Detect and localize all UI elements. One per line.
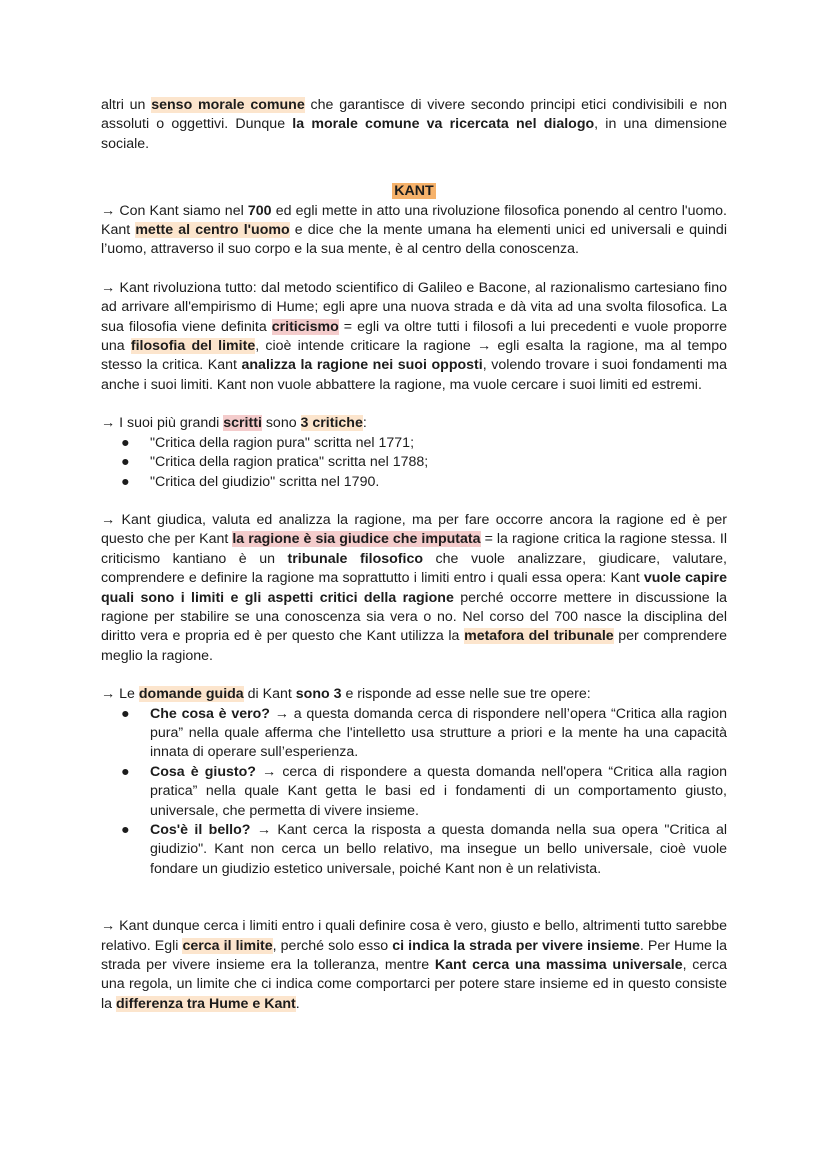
list-item: ● Cosa è giusto? → cerca di rispondere a questa domanda nell'opera “Critica alla ragion pratica” nella quale Kant getta le basi ed i fondamenti di un comportamento giusto, universale, che permetta di vivere insieme. [121, 763, 727, 819]
bold-text: tribunale filosofico [287, 550, 424, 567]
bullet-icon: ● [121, 822, 130, 838]
section-title: KANT [394, 183, 434, 200]
bold-text: ci indica la strada per vivere insieme [392, 937, 640, 954]
domande-list [101, 705, 727, 880]
list-item: ● "Critica del giudizio" scritta nel 1790. [101, 473, 727, 492]
bold-text: analizza la ragione nei suoi opposti [241, 357, 483, 374]
highlight: differenza tra Hume e Kant [115, 995, 296, 1012]
bullet-icon: ● [121, 454, 130, 471]
highlight: senso morale comune [151, 97, 305, 113]
paragraph-tribunale: → Kant giudica, valuta ed analizza la ragione, ma per fare occorre ancora la ragione ed è per questo che per Kant la ragione è sia giudice che imputata = la ragione critica la ragione stessa. Il criticismo kantiano è un tribunale filosofico che vuole analizzare, giudicare, valutare, comprendere e definire la ragione ma soprattutto i limiti entro i quali essa opera: Kant vuole capire quali sono i limiti e gli aspetti critici della ragione perché occorre mettere in discussione la ragione per stabilire se una conoscenza sia vera o no. Nel corso del 700 nasce la disciplina del diritto vera e propria ed è per questo che Kant utilizza la metafora del tribunale per comprendere meglio la ragione. [101, 511, 728, 664]
critiche-list [101, 434, 727, 492]
highlight: la ragione è sia giudice che imputata [232, 531, 481, 548]
highlight: criticismo [271, 318, 339, 335]
bold-text: vuole capire quali sono i limiti e gli aspetti critici della ragione [101, 570, 727, 606]
paragraph-conclusione: → Kant dunque cerca i limiti entro i quali definire cosa è vero, giusto e bello, altrimenti tutto sarebbe relativo. Egli cerca il limite, perché solo esso ci indica la strada per vivere insieme. Per Hume la strada per vivere insieme era la tolleranza, mentre Kant cerca una massima universale, cerca una regola, un limite che ci indica come comportarci per potere stare insieme ed in questo consiste la differenza tra Hume e Kant. [101, 918, 728, 1012]
highlight: filosofia del limite [130, 338, 256, 355]
list-item: ● "Critica della ragion pratica" scritta nel 1788; [101, 453, 727, 472]
highlight: cerca il limite [182, 937, 273, 954]
bold-text: la morale comune va ricercata nel dialogo [292, 116, 595, 133]
paragraph-criticismo: → Kant rivoluziona tutto: dal metodo scientifico di Galileo e Bacone, al razionalismo cartesiano fino ad arrivare all'empirismo di Hume; egli apre una nuova strada e dà vita ad una svolta filosofica. La sua filosofia viene definita criticismo = egli va oltre tutti i filosofi a lui precedenti e vuole proporre una filosofia del limite, cioè intende criticare la ragione → egli esalta la ragione, ma al tempo stesso la critica. Kant analizza la ragione nei suoi opposti, volendo trovare i suoi fondamenti ma anche i suoi limiti. Kant non vuole abbattere la ragione, ma vuole cercare i suoi limiti ed estremi. [101, 279, 728, 393]
bold-text: 700 [247, 202, 272, 219]
highlight: 3 critiche [300, 415, 363, 432]
paragraph-intro: altri un senso morale comune che garantisce di vivere secondo principi etici condivisibili e non assoluti o oggettivi. Dunque la morale comune va ricercata nel dialogo, in una dimensione sociale. [101, 97, 728, 152]
section-title-wrap [101, 182, 727, 201]
paragraph-domande: → Le domande guida di Kant sono 3 e risponde ad esse nelle sue tre opere: [101, 686, 591, 703]
highlight: domande guida [138, 686, 244, 703]
bullet-icon: ● [121, 473, 130, 490]
list-item: ● Cos'è il bello? → Kant cerca la risposta a questa domanda nella sua opera "Critica al giudizio". Kant non cerca un bello relativo, ma insegue un bello universale, cioè vuole fondare un giudizio estetico universale, poiché Kant non è un relativista. [121, 822, 728, 877]
paragraph-kant-intro: → Con Kant siamo nel 700 ed egli mette in atto una rivoluzione filosofica ponendo al centro l'uomo. Kant mette al centro l'uomo e dice che la mente umana ha elementi unici ed universali e quindi l’uomo, attraverso il suo corpo e la sua mente, è al centro della conoscenza. [101, 202, 727, 258]
highlight: scritti [223, 415, 262, 432]
bold-text: sono 3 [295, 686, 342, 703]
list-item: ● "Critica della ragion pura" scritta nel 1771; [101, 434, 727, 453]
list-item: ● Che cosa è vero? → a questa domanda cerca di rispondere nell’opera “Critica alla ragion pura” nella quale afferma che l'intelletto usa strutture a priori e la mente ha una capacità innata di operare sull’esperienza. [121, 705, 727, 761]
bullet-icon: ● [121, 705, 130, 722]
bullet-icon: ● [121, 434, 130, 451]
paragraph-scritti: → I suoi più grandi scritti sono 3 critiche: [101, 415, 367, 432]
highlight: mette al centro l'uomo [135, 222, 290, 239]
highlight: metafora del tribunale [464, 628, 614, 645]
bold-text: Kant cerca una massima universale [434, 957, 683, 974]
bullet-icon: ● [121, 763, 130, 780]
